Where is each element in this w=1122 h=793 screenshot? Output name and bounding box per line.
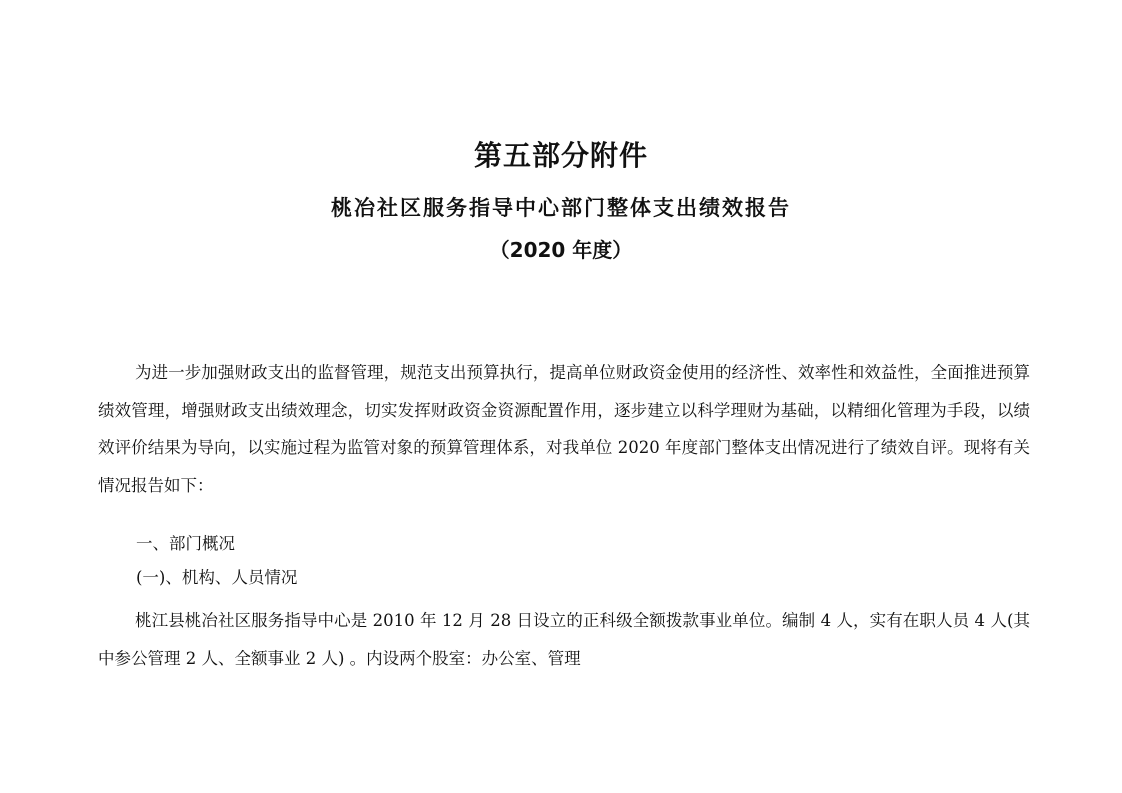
report-year: （2020 年度） <box>489 238 633 262</box>
report-subtitle: 桃冶社区服务指导中心部门整体支出绩效报告 <box>331 196 791 220</box>
section-heading: 一、部门概况 <box>136 534 235 553</box>
subsection-heading: (一)、机构、人员情况 <box>136 568 298 587</box>
org-paragraph: 桃江县桃冶社区服务指导中心是 2010 年 12 月 28 日设立的正科级全额拨款事业单位。编制 4 人，实有在职人员 4 人(其中参公管理 2 人、全额事业 2 人) 。内设两个股室：办公室、管理 <box>98 611 1030 668</box>
document-title: 第五部分附件 <box>473 139 648 172</box>
intro-paragraph: 为进一步加强财政支出的监督管理，规范支出预算执行，提高单位财政资金使用的经济性、效率性和效益性，全面推进预算绩效管理，增强财政支出绩效理念，切实发挥财政资金资源配置作用，逐步建立以科学理财为基础，以精细化管理为手段，以绩效评价结果为导向，以实施过程为监管对象的预算管理体系，对我单位 2020 年度部门整体支出情况进行了绩效自评。现将有关情况报告如下： <box>98 363 1030 495</box>
